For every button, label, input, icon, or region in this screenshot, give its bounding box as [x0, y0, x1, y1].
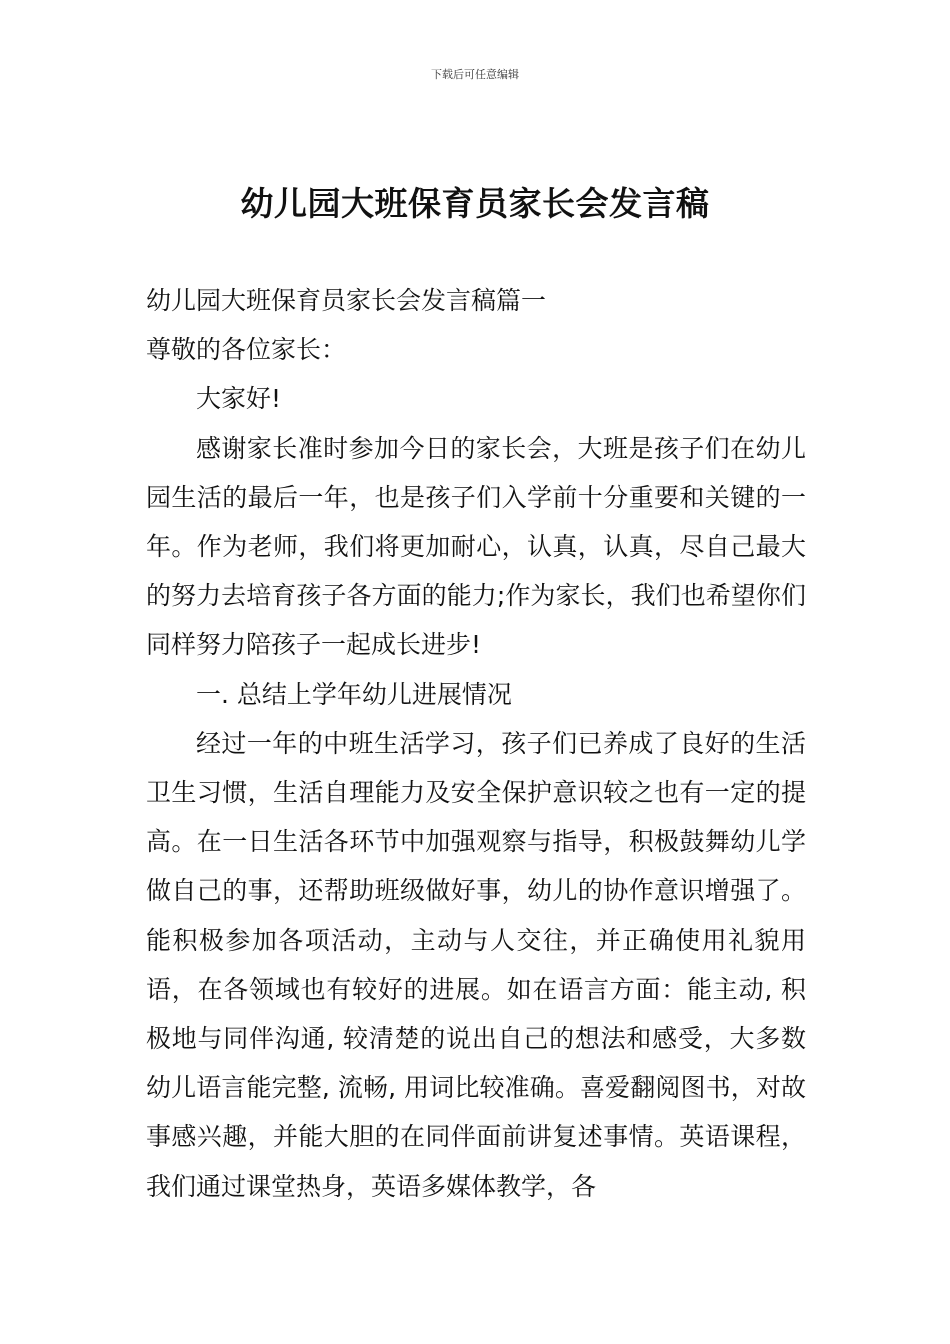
paragraph-intro: 感谢家长准时参加今日的家长会，大班是孩子们在幼儿园生活的最后一年，也是孩子们入学前十分重要和关键的一年。作为老师，我们将更加耐心，认真，认真，尽自己最大的努力去培育孩子各方面的能力;作为家长，我们也希望你们同样努力陪孩子一起成长进步!	[146, 433, 806, 660]
salutation: 尊敬的各位家长：	[146, 335, 347, 365]
document-body	[146, 276, 806, 1211]
paragraph-summary: 经过一年的中班生活学习，孩子们已养成了良好的生活卫生习惯，生活自理能力及安全保护意识较之也有一定的提高。在一日生活各环节中加强观察与指导，积极鼓舞幼儿学做自己的事，还帮助班级做好事，幼儿的协作意识增强了。能积极参加各项活动，主动与人交往，并正确使用礼貌用语，在各领域也有较好的进展。如在语言方面：能主动, 积极地与同伴沟通, 较清楚的说出自己的想法和感受，大多数幼儿语言能完整, 流畅, 用词比较准确。喜爱翻阅图书，对故事感兴趣，并能大胆的在同伴面前讲复述事情。英语课程，我们通过课堂热身，英语多媒体教学，各	[146, 728, 806, 1201]
section-heading: 幼儿园大班保育员家长会发言稿篇一	[146, 286, 547, 315]
greeting: 大家好!	[196, 384, 282, 414]
header-note: 下载后可任意编辑	[431, 68, 519, 81]
subsection-heading: 一. 总结上学年幼儿进展情况	[196, 679, 512, 709]
document-title: 幼儿园大班保育员家长会发言稿	[240, 184, 710, 223]
